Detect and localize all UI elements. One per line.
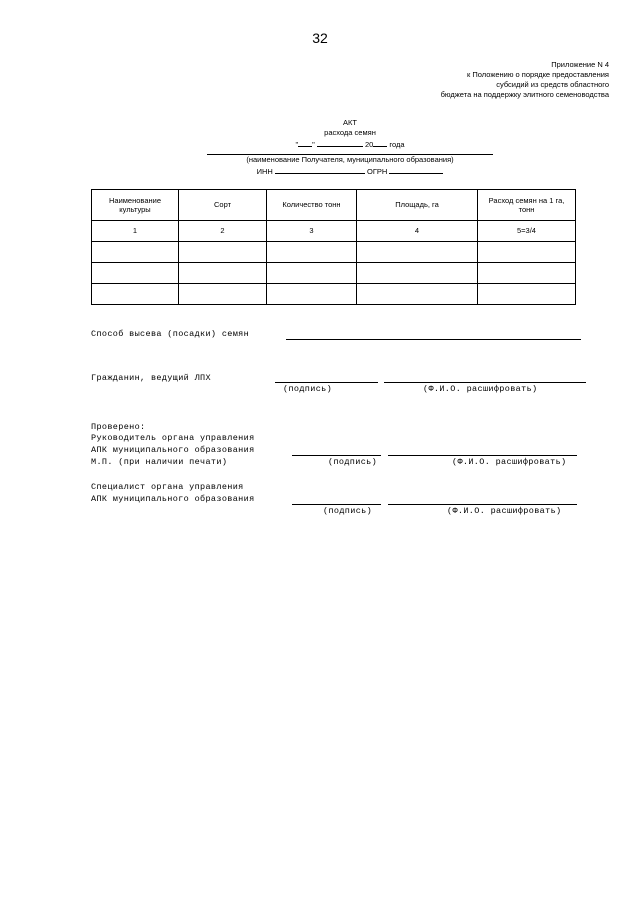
sowing-method-label: Способ высева (посадки) семян: [91, 329, 250, 339]
table-row: [92, 242, 576, 263]
column-number: 5=3/4: [478, 221, 576, 242]
table-cell: [179, 263, 267, 284]
table-cell: [478, 284, 576, 305]
year-blank: [373, 138, 387, 147]
year-suffix: года: [389, 140, 405, 149]
appendix-line-1: Приложение N 4: [551, 60, 609, 69]
page-number: 32: [312, 30, 328, 46]
sowing-method-line: [286, 339, 581, 340]
act-date-line: [150, 138, 550, 150]
ogrn-blank: [389, 165, 443, 174]
table-cell: [267, 263, 357, 284]
day-blank: [298, 138, 312, 147]
citizen-name-line: [384, 382, 586, 383]
head-signature-caption: (подпись): [328, 457, 378, 467]
table-cell: [357, 263, 478, 284]
inn-blank: [275, 165, 365, 174]
citizen-label: Гражданин, ведущий ЛПХ: [91, 373, 211, 383]
table-row: [92, 284, 576, 305]
column-number: 1: [92, 221, 179, 242]
act-title-block: [150, 118, 550, 177]
table-cell: [478, 263, 576, 284]
table-cell: [267, 284, 357, 305]
specialist-name-line: [388, 504, 577, 505]
appendix-line-4: бюджета на поддержку элитного семеноводства: [440, 90, 609, 99]
table-cell: [92, 284, 179, 305]
citizen-name-caption: (Ф.И.О. расшифровать): [423, 384, 538, 394]
table-cell: [357, 284, 478, 305]
table-header-row: [92, 190, 576, 221]
head-name-caption: (Ф.И.О. расшифровать): [452, 457, 567, 467]
specialist-label-line1: Специалист органа управления: [91, 482, 244, 492]
table-cell: [357, 242, 478, 263]
date-open-quote: ": [295, 140, 299, 149]
specialist-name-caption: (Ф.И.О. расшифровать): [447, 506, 562, 516]
table-row: [92, 263, 576, 284]
head-name-line: [388, 455, 577, 456]
appendix-line-3: субсидий из средств областного: [496, 80, 609, 89]
table-cell: [92, 242, 179, 263]
table-cell: [179, 242, 267, 263]
head-label-line2: АПК муниципального образования: [91, 445, 255, 455]
act-subtitle: расхода семян: [324, 128, 376, 137]
specialist-signature-caption: (подпись): [323, 506, 373, 516]
table-cell: [92, 263, 179, 284]
table-column-numbers-row: [92, 221, 576, 242]
head-label-line1: Руководитель органа управления: [91, 433, 255, 443]
column-number: 3: [267, 221, 357, 242]
table-cell: [478, 242, 576, 263]
header-consumption: Расход семян на 1 га, тонн: [478, 190, 576, 221]
appendix-header: [289, 60, 609, 100]
specialist-label-line2: АПК муниципального образования: [91, 494, 255, 504]
recipient-caption: (наименование Получателя, муниципального образования): [246, 155, 454, 164]
year-prefix: 20: [364, 140, 374, 149]
header-tons: Количество тонн: [267, 190, 357, 221]
seed-expense-table: [91, 189, 576, 305]
seal-label: М.П. (при наличии печати): [91, 457, 228, 467]
citizen-signature-line: [275, 382, 378, 383]
date-close-quote: ": [312, 140, 315, 149]
head-signature-line: [292, 455, 381, 456]
column-number: 4: [357, 221, 478, 242]
table-cell: [179, 284, 267, 305]
act-title: АКТ: [343, 118, 357, 127]
ogrn-label: ОГРН: [367, 167, 388, 176]
specialist-signature-line: [292, 504, 381, 505]
checked-label: Проверено:: [91, 422, 146, 432]
header-area: Площадь, га: [357, 190, 478, 221]
month-blank: [317, 138, 363, 147]
header-variety: Сорт: [179, 190, 267, 221]
inn-ogrn-line: [150, 165, 550, 177]
appendix-line-2: к Положению о порядке предоставления: [467, 70, 609, 79]
header-crop-name: Наименование культуры: [92, 190, 179, 221]
column-number: 2: [179, 221, 267, 242]
inn-label: ИНН: [256, 167, 273, 176]
table-cell: [267, 242, 357, 263]
citizen-signature-caption: (подпись): [283, 384, 333, 394]
